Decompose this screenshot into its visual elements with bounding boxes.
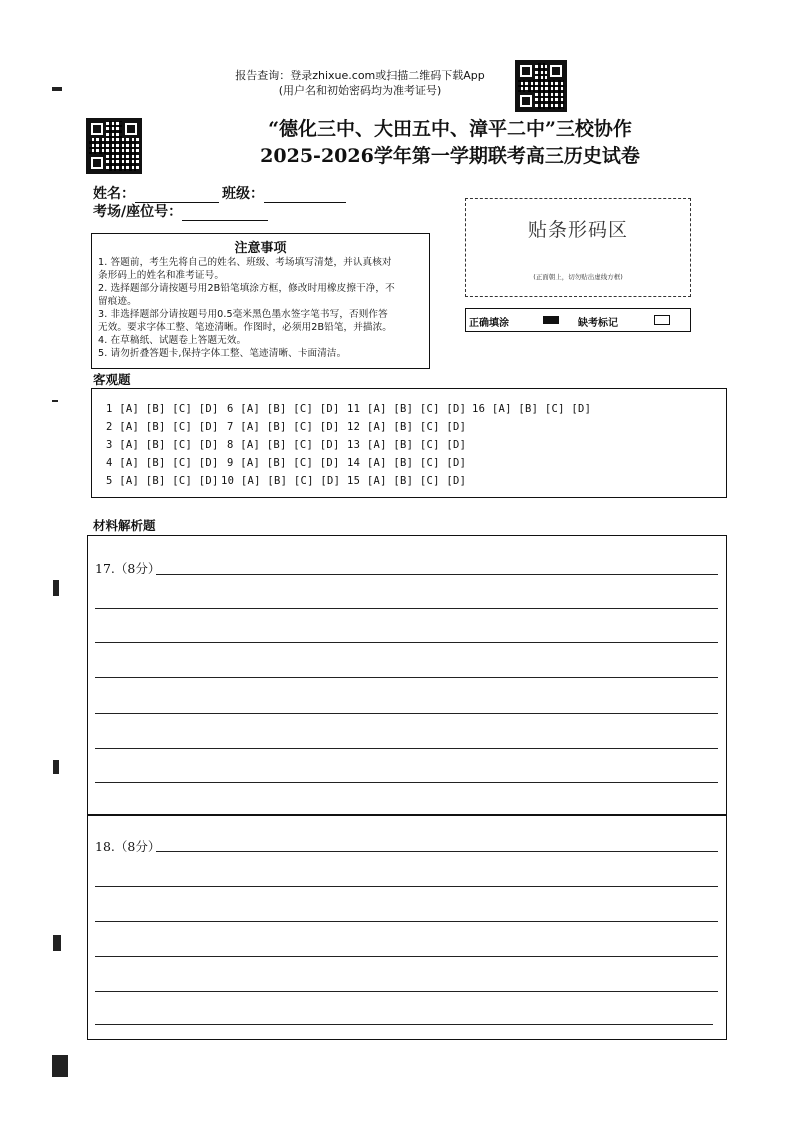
app-qr-code xyxy=(515,60,567,112)
scan-mark xyxy=(53,580,59,596)
mc-question-11[interactable]: 11 [A] [B] [C] [D] xyxy=(347,403,467,415)
class-field[interactable] xyxy=(222,183,346,203)
scan-mark xyxy=(53,935,61,951)
correct-fill-sample xyxy=(543,316,559,324)
notice-line: 3. 非选择题部分请按题号用0.5毫米黑色墨水签字笔书写，否则作答 xyxy=(98,309,388,320)
answer-line[interactable] xyxy=(156,574,718,575)
notice-line: 2. 选择题部分请按题号用2B铅笔填涂方框，修改时用橡皮擦干净，不 xyxy=(98,283,395,294)
seat-input-line[interactable] xyxy=(182,206,268,221)
title-line-1: “德化三中、大田五中、漳平二中”三校协作 xyxy=(268,118,632,140)
report-query-note xyxy=(230,68,490,98)
mc-question-5[interactable]: 5 [A] [B] [C] [D] xyxy=(106,475,219,487)
mc-question-10[interactable]: 10 [A] [B] [C] [D] xyxy=(221,475,341,487)
mc-question-3[interactable]: 3 [A] [B] [C] [D] xyxy=(106,439,219,451)
notice-line: 5. 请勿折叠答题卡,保持字体工整、笔迹清晰、卡面清洁。 xyxy=(98,348,347,359)
notice-line: 1. 答题前，考生先将自己的姓名、班级、考场填写清楚，并认真核对 xyxy=(98,257,392,268)
mc-question-13[interactable]: 13 [A] [B] [C] [D] xyxy=(347,439,467,451)
answer-line[interactable] xyxy=(95,713,718,714)
answer-line[interactable] xyxy=(156,851,718,852)
mc-question-1[interactable]: 1 [A] [B] [C] [D] xyxy=(106,403,219,415)
q17-label: 17.（8分） xyxy=(95,561,161,576)
answer-line[interactable] xyxy=(95,642,718,643)
q18-answer-box[interactable] xyxy=(87,815,727,1040)
query-line-2: (用户名和初始密码均为准考证号) xyxy=(278,84,442,97)
class-input-line[interactable] xyxy=(264,188,346,203)
answer-line[interactable] xyxy=(95,677,718,678)
mc-question-14[interactable]: 14 [A] [B] [C] [D] xyxy=(347,457,467,469)
answer-line[interactable] xyxy=(95,782,718,783)
mc-question-2[interactable]: 2 [A] [B] [C] [D] xyxy=(106,421,219,433)
barcode-area-title: 贴条形码区 xyxy=(527,219,628,241)
answer-line[interactable] xyxy=(95,748,718,749)
absent-mark-checkbox[interactable] xyxy=(654,315,670,325)
class-label: 班级： xyxy=(222,186,264,202)
fill-legend xyxy=(465,308,691,332)
barcode-area xyxy=(465,198,691,297)
mc-question-8[interactable]: 8 [A] [B] [C] [D] xyxy=(227,439,340,451)
scan-mark xyxy=(52,87,62,91)
mc-question-6[interactable]: 6 [A] [B] [C] [D] xyxy=(227,403,340,415)
answer-line[interactable] xyxy=(95,1024,713,1025)
q17-answer-box[interactable] xyxy=(87,535,727,815)
notice-line: 条形码上的姓名和准考证号。 xyxy=(98,270,225,281)
scan-mark xyxy=(52,1055,68,1077)
exam-qr-code xyxy=(86,118,142,174)
name-field[interactable] xyxy=(93,183,219,203)
objective-section-title: 客观题 xyxy=(93,372,131,387)
scan-mark xyxy=(52,400,58,402)
mc-question-9[interactable]: 9 [A] [B] [C] [D] xyxy=(227,457,340,469)
seat-label: 考场/座位号： xyxy=(93,204,183,220)
notice-line: 留痕迹。 xyxy=(98,296,137,307)
absent-mark-label: 缺考标记 xyxy=(578,318,618,329)
answer-line[interactable] xyxy=(95,608,718,609)
exam-title xyxy=(190,116,710,170)
mc-question-7[interactable]: 7 [A] [B] [C] [D] xyxy=(227,421,340,433)
title-line-2: 2025-2026学年第一学期联考高三历史试卷 xyxy=(260,145,640,167)
barcode-area-hint: (正面朝上，切勿贴出虚线方框) xyxy=(533,273,623,281)
scan-mark xyxy=(53,760,59,774)
mc-question-15[interactable]: 15 [A] [B] [C] [D] xyxy=(347,475,467,487)
answer-line[interactable] xyxy=(95,886,718,887)
notice-title: 注意事项 xyxy=(234,241,287,256)
notice-line: 无效。要求字体工整、笔迹清晰。作图时，必须用2B铅笔，并描浓。 xyxy=(98,322,393,333)
notice-line: 4. 在草稿纸、试题卷上答题无效。 xyxy=(98,335,247,346)
seat-field[interactable] xyxy=(93,201,268,221)
notice-box xyxy=(91,233,430,369)
mc-question-4[interactable]: 4 [A] [B] [C] [D] xyxy=(106,457,219,469)
material-section-title: 材料解析题 xyxy=(93,518,156,533)
name-label: 姓名： xyxy=(93,186,135,202)
mc-question-16[interactable]: 16 [A] [B] [C] [D] xyxy=(472,403,592,415)
mc-question-12[interactable]: 12 [A] [B] [C] [D] xyxy=(347,421,467,433)
correct-fill-label: 正确填涂 xyxy=(469,318,509,329)
answer-line[interactable] xyxy=(95,956,718,957)
objective-answer-box xyxy=(91,388,727,498)
answer-line[interactable] xyxy=(95,991,718,992)
query-line-1: 报告查询：登录zhixue.com或扫描二维码下载App xyxy=(235,69,485,82)
answer-line[interactable] xyxy=(95,921,718,922)
q18-label: 18.（8分） xyxy=(95,839,161,854)
